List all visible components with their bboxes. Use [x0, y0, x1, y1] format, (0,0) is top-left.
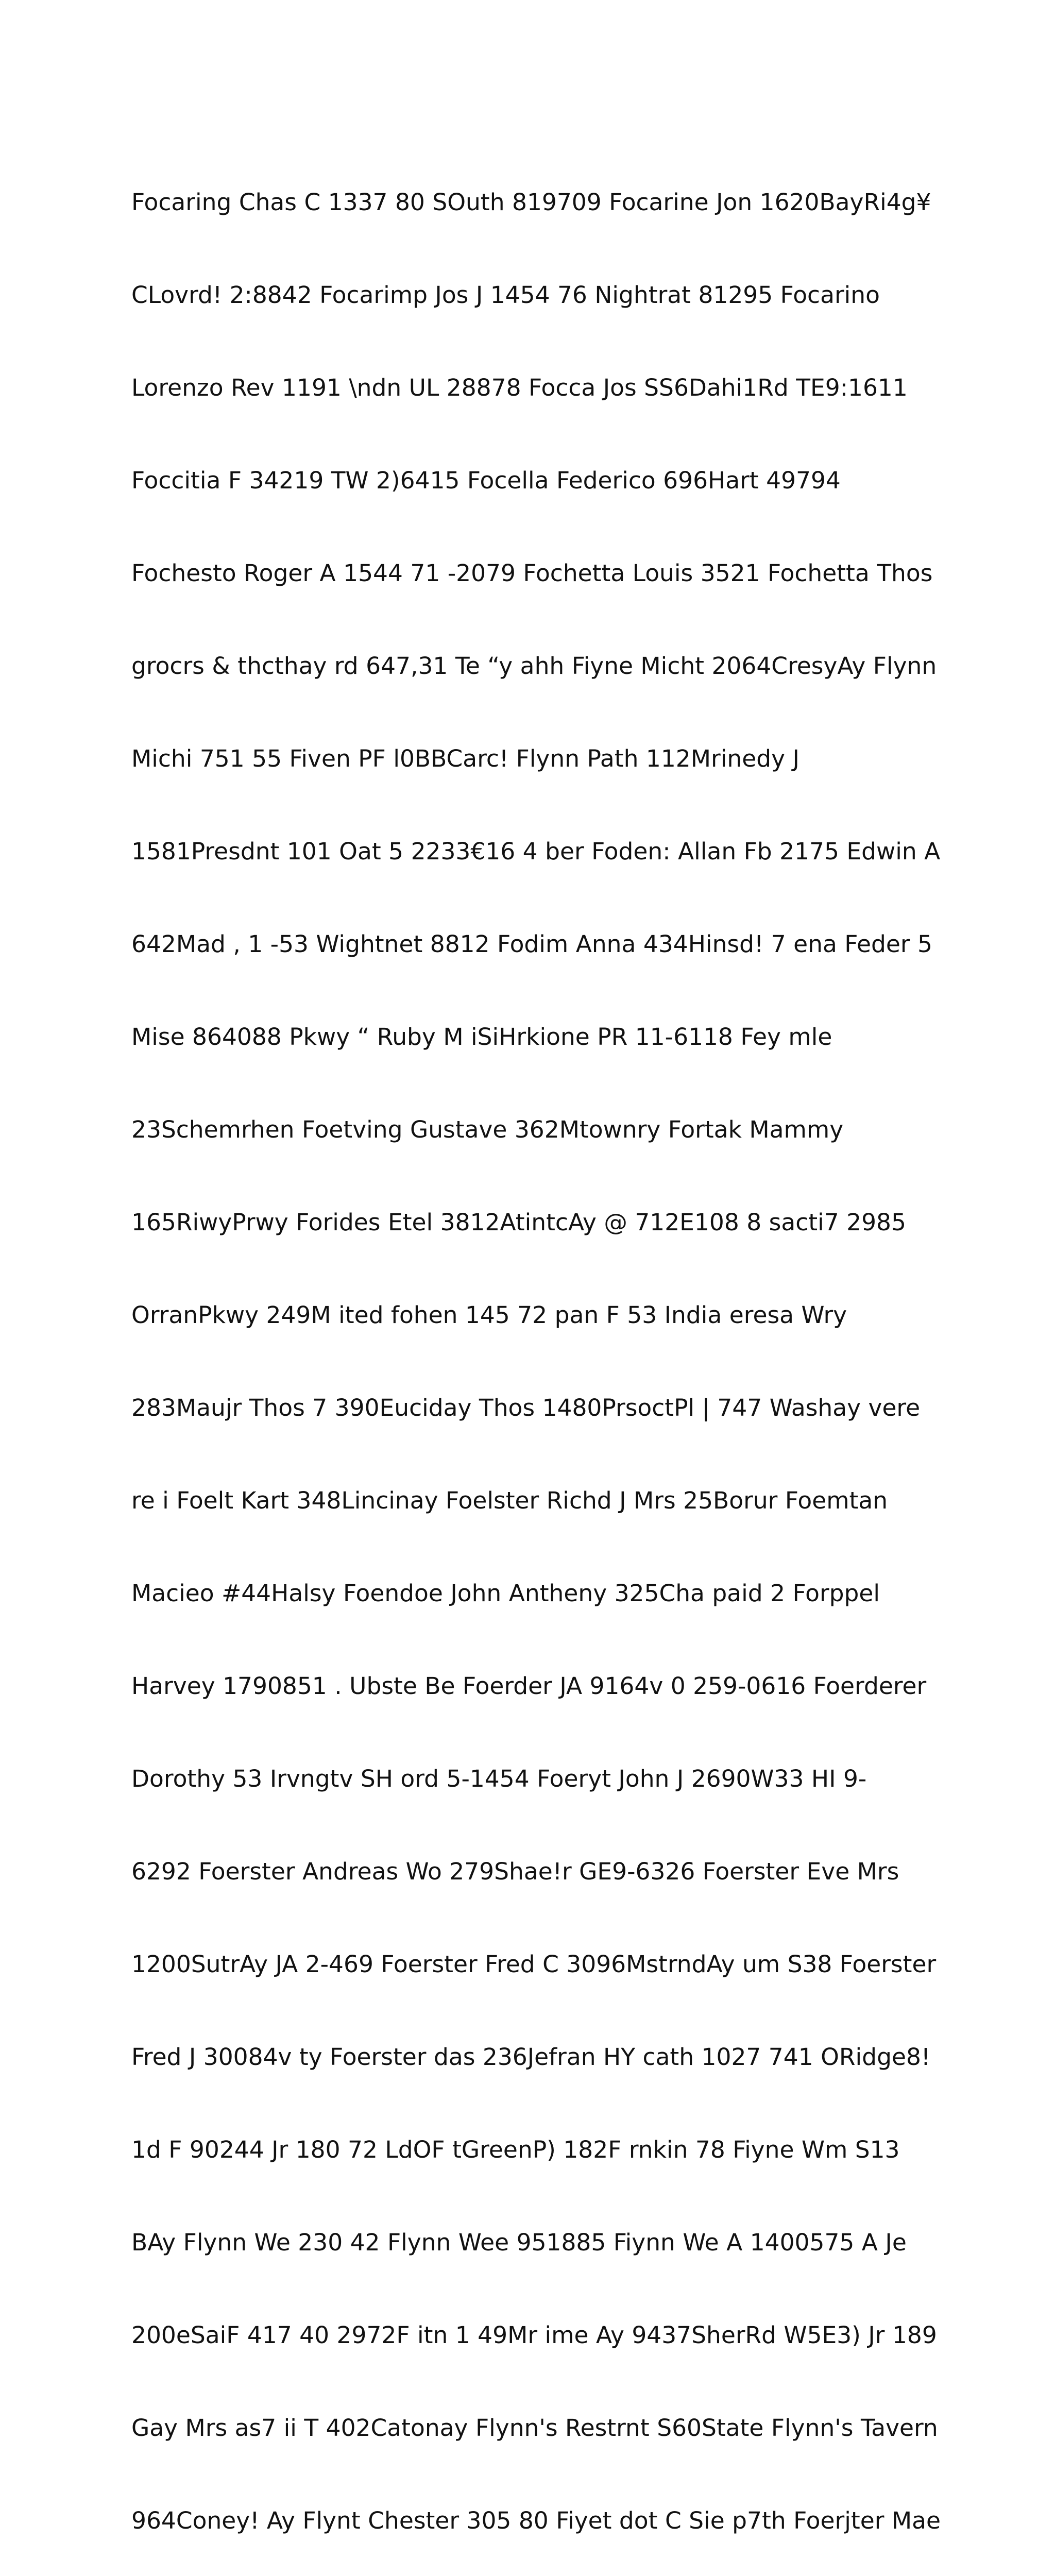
text-line: OrranPkwy 249M ited fohen 145 72 pan F 53 India eresa Wry [131, 1301, 847, 1329]
directory-text-block [131, 125, 941, 2576]
text-line: CLovrd! 2:8842 Focarimp Jos J 1454 76 Nightrat 81295 Focarino [131, 281, 880, 309]
text-line: Harvey 1790851 . Ubste Be Foerder JA 9164v 0 259-0616 Foerderer [131, 1672, 927, 1700]
text-line: 1200SutrAy JA 2-469 Foerster Fred C 3096MstrndAy um S38 Foerster [131, 1951, 937, 1978]
text-line: 964Coney! Ay Flynt Chester 305 80 Fiyet dot C Sie p7th Foerjter Mae [131, 2507, 941, 2534]
text-line: 6292 Foerster Andreas Wo 279Shae!r GE9-6326 Foerster Eve Mrs [131, 1858, 899, 1885]
text-line: 1581Presdnt 101 Oat 5 2233€16 4 ber Foden: Allan Fb 2175 Edwin A [131, 838, 941, 865]
text-line: Michi 751 55 Fiven PF l0BBCarc! Flynn Path 112Mrinedy J [131, 745, 799, 772]
text-line: Mise 864088 Pkwy “ Ruby M iSiHrkione PR 11-6118 Fey mle [131, 1023, 832, 1050]
text-line: Lorenzo Rev 1191 \ndn UL 28878 Focca Jos SS6Dahi1Rd TE9:1611 [131, 374, 908, 401]
text-line: Foccitia F 34219 TW 2)6415 Focella Federico 696Hart 49794 [131, 467, 841, 494]
text-line: 642Mad , 1 -53 Wightnet 8812 Fodim Anna 434Hinsd! 7 ena Feder 5 [131, 930, 932, 958]
text-line: BAy Flynn We 230 42 Flynn Wee 951885 Fiynn We A 1400575 A Je [131, 2229, 907, 2256]
text-line: 165RiwyPrwy Forides Etel 3812AtintcAy @ 712E108 8 sacti7 2985 [131, 1209, 906, 1236]
text-line: Dorothy 53 Irvngtv SH ord 5-1454 Foeryt John J 2690W33 HI 9- [131, 1765, 867, 1792]
text-line: 200eSaiF 417 40 2972F itn 1 49Mr ime Ay 9437SherRd W5E3) Jr 189 [131, 2321, 937, 2349]
text-line: 283Maujr Thos 7 390Euciday Thos 1480PrsoctPl | 747 Washay vere [131, 1394, 921, 1421]
text-line: Focaring Chas C 1337 80 SOuth 819709 Focarine Jon 1620BayRi4g¥ [131, 189, 931, 216]
text-line: Macieo #44Halsy Foendoe John Antheny 325Cha paid 2 Forppel [131, 1580, 880, 1607]
text-line: Fred J 30084v ty Foerster das 236Jefran HY cath 1027 741 ORidge8! [131, 2043, 931, 2071]
text-line: Gay Mrs as7 ii T 402Catonay Flynn's Restrnt S60State Flynn's Tavern [131, 2414, 938, 2442]
text-line: re i Foelt Kart 348Lincinay Foelster Richd J Mrs 25Borur Foemtan [131, 1487, 888, 1514]
text-line: Fochesto Roger A 1544 71 -2079 Fochetta Louis 3521 Fochetta Thos [131, 560, 933, 587]
text-line: grocrs & thcthay rd 647,31 Te “y ahh Fiyne Micht 2064CresyAy Flynn [131, 652, 937, 680]
text-line: 23Schemrhen Foetving Gustave 362Mtownry Fortak Mammy [131, 1116, 844, 1143]
text-line: 1d F 90244 Jr 180 72 LdOF tGreenP) 182F rnkin 78 Fiyne Wm S13 [131, 2136, 900, 2163]
